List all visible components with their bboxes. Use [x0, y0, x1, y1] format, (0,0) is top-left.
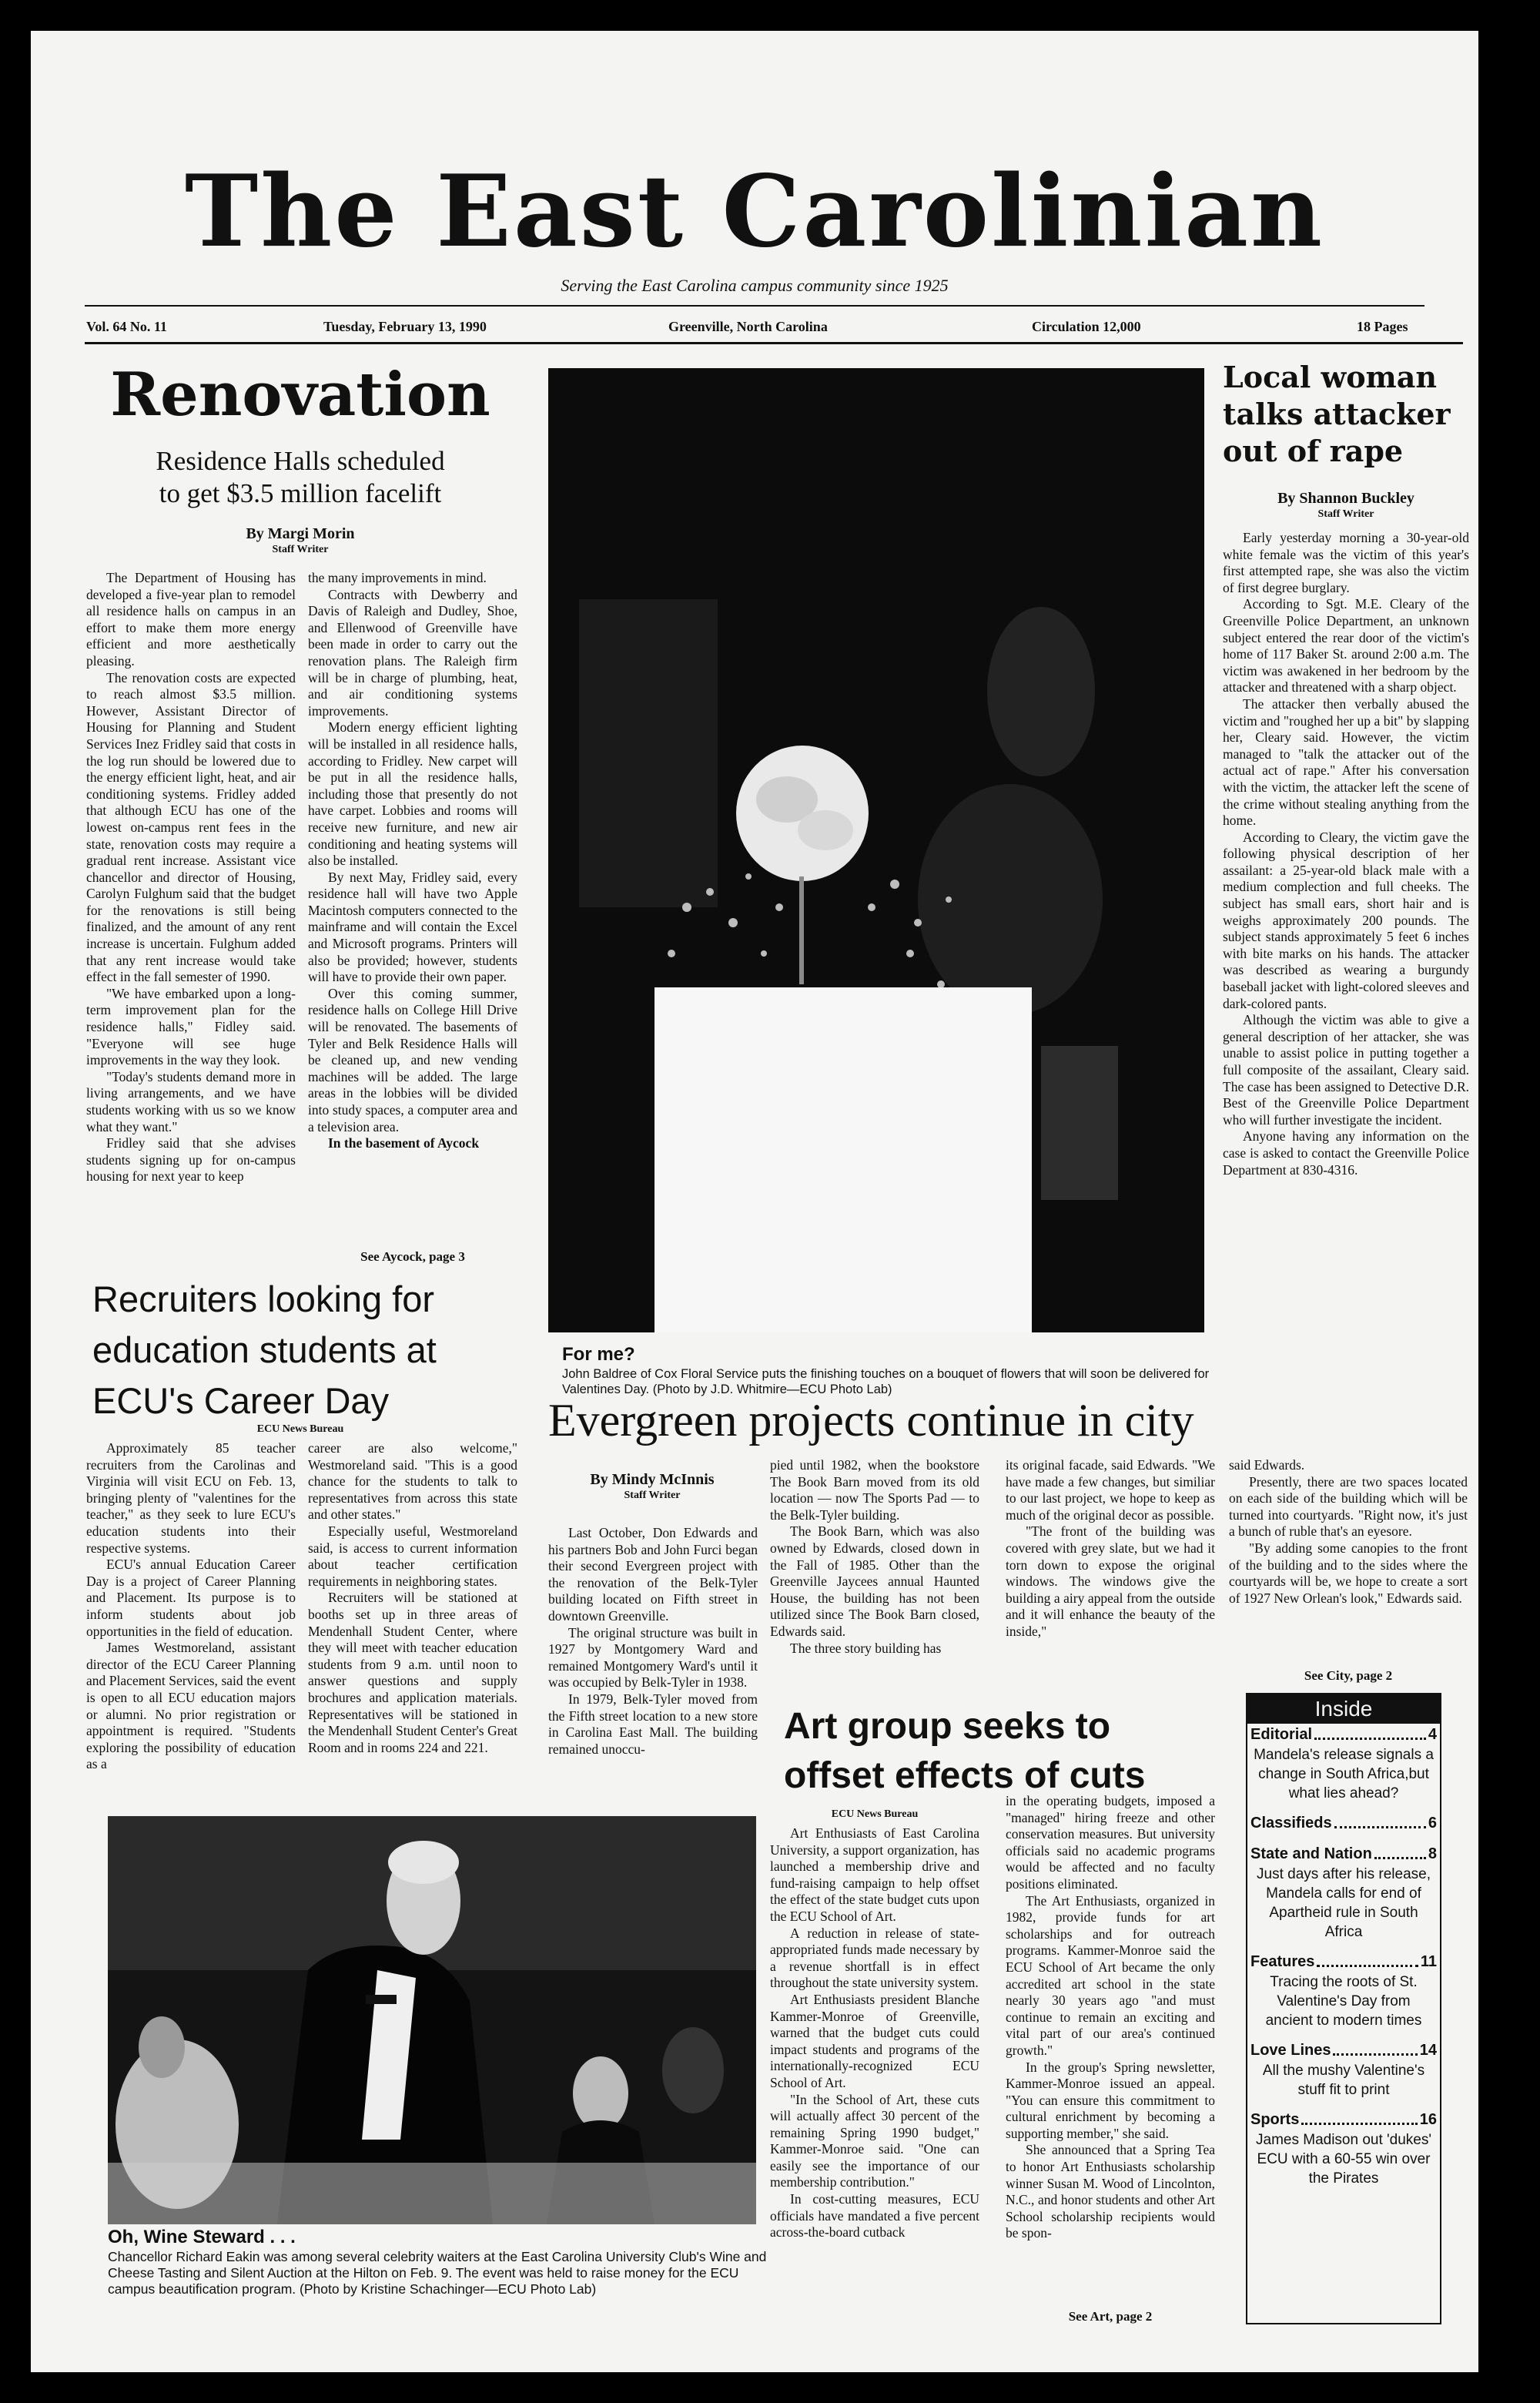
renovation-column-2 [308, 570, 517, 1248]
inside-section[interactable] [1247, 1724, 1440, 1812]
inside-section[interactable] [1247, 1843, 1440, 1951]
art-jump: See Art, page 2 [1068, 2309, 1153, 2324]
inside-section-page: 8 [1428, 1845, 1437, 1862]
paragraph: By next May, Fridley said, every residence hall will have two Apple Macintosh computers connected to the mainframe and will contain the Excel and Microsoft programs. Printers will also be provided; however, students will have to provide their own paper. [308, 869, 517, 985]
flowers-caption-text: John Baldree of Cox Floral Service puts the finishing touches on a bouquet of flowers that will soon be delivered for Valentines Day. (Photo by J.D. Whitmire—ECU Photo Lab) [562, 1367, 1210, 1396]
paragraph: She announced that a Spring Tea to honor Art Enthusiasts scholarship winner Susan M. Wood of Lincolnton, N.C., and honor students and other Art School scholarship recipients would be spon- [1006, 2142, 1215, 2241]
art-headline [784, 1702, 1246, 1801]
inside-section[interactable] [1247, 1812, 1440, 1843]
paragraph: "We have embarked upon a long-term improvement plan for the residence halls," Fidley said. "Everyone will see huge improvements in the way they look. [86, 985, 296, 1068]
inside-section-desc: James Madison out 'dukes' ECU with a 60-55 win over the Pirates [1256, 2132, 1431, 2187]
renovation-column-1 [86, 570, 296, 1277]
paragraph: According to Cleary, the victim gave the following physical description of her assailant: a 25-year-old black male with a medium complection and full cheeks. The subject has small ears, short hair and is weighs approximately 200 pounds. The subject stands approximately 5 feet 6 inches with bite marks on his hands. The attacker was described as wearing a burgundy baseball jacket with light-colored sleeves and dark-colored pants. [1223, 829, 1469, 1011]
paragraph: career are also welcome," Westmoreland said. "This is a good chance for the students to talk to representatives from across this state and other states." [308, 1440, 517, 1523]
paragraph: Over this coming summer, residence halls on College Hill Drive will be renovated. The basements of Tyler and Belk Residence Halls will be cleaned up, and new vending machines will be added. The large areas in the lobbies will be divided into study spaces, a computer area and a television area. [308, 985, 517, 1134]
renovation-headline: Renovation [110, 360, 490, 430]
folio-date: Tuesday, February 13, 1990 [323, 319, 487, 334]
paragraph: Art Enthusiasts president Blanche Kammer-Monroe of Greenville, warned that the budget cuts could impact students and programs of the internationally-recognized ECU School of Art. [770, 1991, 979, 2090]
paragraph: James Westmoreland, assistant director of the ECU Career Planning and Placement Services, said the event is open to all ECU education majors or alumni. No prior registration or appointment is required. "Students exploring the possibility of education as a [86, 1640, 296, 1772]
evergreen-column-3 [1006, 1457, 1215, 1704]
inside-section-name: Love Lines [1250, 2042, 1331, 2059]
inside-section-name: Editorial [1250, 1726, 1313, 1743]
attacker-byline-role: Staff Writer [1317, 508, 1374, 520]
paragraph: Modern energy efficient lighting will be installed in all residence halls, according to Fridley. New carpet will be put in all the residence halls, including those that presently do not have carpet. Lobbies and rooms will receive new furniture, and new air conditioning and heating systems will also be installed. [308, 719, 517, 869]
recruiters-byline: ECU News Bureau [256, 1423, 344, 1435]
renovation-jump: See Aycock, page 3 [360, 1249, 465, 1264]
paragraph: Approximately 85 teacher recruiters from the Carolinas and Virginia will visit ECU on Feb. 13, bringing plenty of "valentines for the teacher," as they seek to lure ECU's education students into their respective systems. [86, 1440, 296, 1556]
rule [85, 342, 1463, 344]
paragraph: According to Sgt. M.E. Cleary of the Greenville Police Department, an unknown subject entered the rear door of the victim's home of 117 Baker St. around 2:00 a.m. The victim was awakened in her bedroom by the attacker and threatened with a sharp object. [1223, 596, 1469, 695]
paragraph: said Edwards. [1229, 1457, 1305, 1473]
inside-section-name: Classifieds [1250, 1815, 1332, 1832]
paragraph: Last October, Don Edwards and his partners Bob and John Furci began their second Evergreen project with the renovation of the Belk-Tyler building located on Fifth street in downtown Greenville. [548, 1525, 758, 1624]
folio-pages: 18 Pages [1357, 319, 1408, 334]
inside-section-name: Sports [1250, 2111, 1300, 2128]
paragraph: Fridley said that she advises students signing up for on-campus housing for next year to keep [86, 1135, 296, 1185]
paragraph: "Today's students demand more in living arrangements, and we have students working with us so we know what they want." [86, 1068, 296, 1134]
paragraph: In 1979, Belk-Tyler moved from the Fifth street location to a new store in Carolina East Mall. The building remained unoccu- [548, 1691, 758, 1757]
paragraph: Early yesterday morning a 30-year-old white female was the victim of this year's first attempted rape, she was also the victim of first degree burglary. [1223, 530, 1469, 595]
paragraph: ECU's annual Education Career Day is a project of Career Planning and Placement. Its purpose is to inform students about job opportunities in the field of education. [86, 1557, 296, 1639]
paragraph: Recruiters will be stationed at booths set up in three areas of Mendenhall Student Center, where they will meet with teacher education students from 9 a.m. until noon to answer questions and supply brochures and application materials. Representatives will be stationed in the Mendenhall Student Center's Great Room and in rooms 224 and 221. [308, 1590, 517, 1755]
recruiters-column-2 [308, 1440, 517, 1810]
paragraph: "The front of the building was covered with grey slate, but we had it torn down to expose the original windows. The windows give the building a airy appeal from the outside and it will enhance the beauty of the inside," [1006, 1523, 1215, 1639]
wine-photo-image [108, 1816, 756, 2224]
inside-section[interactable] [1247, 2039, 1440, 2109]
recruiters-headline-line: ECU's Career Day [92, 1380, 390, 1421]
paragraph: The Book Barn, which was also owned by Edwards, closed down in the Fall of 1985. Other than the Greenville Jaycees annual Haunted House, the building has not been utilized since The Book Barn closed, Edwards said. [770, 1523, 979, 1639]
renovation-subhead-line: to get $3.5 million facelift [159, 478, 442, 508]
paragraph: Art Enthusiasts of East Carolina University, a support organization, has launched a membership drive and fund-raising campaign to help offset the effect of the state budget cuts upon the ECU School of Art. [770, 1825, 979, 1924]
inside-section-desc: All the mushy Valentine's stuff fit to print [1262, 2063, 1425, 2098]
attacker-byline: By Shannon Buckley [1277, 490, 1414, 507]
renovation-byline-role: Staff Writer [272, 544, 329, 555]
wine-caption-text: Chancellor Richard Eakin was among several celebrity waiters at the East Carolina University Club's Wine and Cheese Tasting and Silent Auction at the Hilton on Feb. 9. The event was held to raise money for the ECU campus beautification program. (Photo by Kristine Schachinger—ECU Photo Lab) [108, 2249, 767, 2297]
inside-section-page: 4 [1428, 1726, 1437, 1743]
flowers-caption-title: For me? [562, 1344, 635, 1365]
renovation-subhead-line: Residence Halls scheduled [156, 446, 445, 476]
art-byline: ECU News Bureau [831, 1808, 919, 1820]
paragraph: its original facade, said Edwards. "We have made a few changes, but similiar to our last project, we hope to keep as much of the original decor as possible. [1006, 1457, 1215, 1523]
folio-circulation: Circulation 12,000 [1032, 319, 1141, 334]
masthead-tagline: Serving the East Carolina campus community since 1925 [561, 276, 949, 295]
inside-section-page: 6 [1428, 1815, 1437, 1832]
inside-section-desc: Tracing the roots of St. Valentine's Day from ancient to modern times [1265, 1974, 1422, 2029]
wine-caption-title: Oh, Wine Steward . . . [108, 2227, 296, 2247]
rule [85, 305, 1424, 307]
inside-section-page: 16 [1419, 2111, 1437, 2128]
art-column-1 [770, 1825, 979, 2341]
flowers-photo-image [548, 368, 1204, 1332]
paragraph: In the basement of Aycock [328, 1135, 480, 1151]
evergreen-column-2 [770, 1457, 979, 1711]
evergreen-jump: See City, page 2 [1304, 1668, 1393, 1683]
renovation-subhead [85, 445, 516, 510]
paragraph: "By adding some canopies to the front of the building and to the sides where the courtyards will be, we hope to create a sort of 1927 New Orlean's look," Edwards said. [1229, 1540, 1468, 1606]
art-column-2 [1006, 1793, 1215, 2307]
evergreen-headline: Evergreen projects continue in city [548, 1395, 1194, 1446]
attacker-headline-line: Local woman [1223, 360, 1438, 394]
recruiters-headline-line: Recruiters looking for [92, 1279, 435, 1319]
inside-section-name: Features [1250, 1953, 1315, 1970]
wine-caption [108, 2226, 770, 2297]
attacker-headline-line: talks attacker [1223, 397, 1451, 431]
photo-flowers [548, 368, 1204, 1332]
evergreen-column-4 [1229, 1457, 1468, 1665]
flowers-caption [562, 1343, 1232, 1397]
paragraph: Anyone having any information on the case is asked to contact the Greenville Police Department at 830-4316. [1223, 1128, 1469, 1178]
inside-section[interactable] [1247, 1951, 1440, 2039]
evergreen-column-1 [548, 1525, 758, 1795]
paragraph: In the group's Spring newsletter, Kammer-Monroe issued an appeal. "You can ensure this commitment to cultural enrichment by becoming a supporting member," she said. [1006, 2059, 1215, 2141]
attacker-headline [1223, 359, 1469, 470]
paragraph: Presently, there are two spaces located on each side of the building which will be turned into courtyards. "Right now, it's just a bunch of ruble that's an eyesore. [1229, 1473, 1468, 1540]
paragraph: "In the School of Art, these cuts will actually affect 30 percent of the remaining Spring 1990 budget," Kammer-Monroe said. "One can easily see the importance of our membership contribution." [770, 2091, 979, 2190]
folio-volume: Vol. 64 No. 11 [86, 319, 167, 334]
paragraph: The attacker then verbally abused the victim and "roughed her up a bit" by slapping her, Cleary said. However, the victim managed to "talk the attacker out of the actual act of rape." After his conversation with the victim, the attacker left the scene of the crime without stealing anything from the home. [1223, 695, 1469, 829]
newspaper-page [31, 31, 1478, 2372]
inside-title: Inside [1247, 1694, 1440, 1724]
paragraph: The three story building has [790, 1640, 942, 1656]
paragraph: In cost-cutting measures, ECU officials have mandated a five percent across-the-board cutback [770, 2191, 979, 2240]
art-headline-line: Art group seeks to [784, 1706, 1111, 1747]
paragraph: The original structure was built in 1927 by Montgomery Ward and remained Montgomery Ward's until it was occupied by Belk-Tyler in 1938. [548, 1624, 758, 1691]
inside-section-desc: Mandela's release signals a change in South Africa,but what lies ahead? [1254, 1747, 1434, 1801]
photo-wine-steward [108, 1816, 756, 2224]
inside-index [1246, 1693, 1441, 2324]
paragraph: Especially useful, Westmoreland said, is access to current information about teacher certification requirements in neighboring states. [308, 1523, 517, 1589]
inside-section-page: 14 [1419, 2042, 1437, 2059]
evergreen-byline: By Mindy McInnis [590, 1471, 715, 1488]
paragraph: pied until 1982, when the bookstore The Book Barn moved from its old location — now The Sports Pad — to the Belk-Tyler building. [770, 1457, 979, 1523]
art-headline-line: offset effects of cuts [784, 1755, 1146, 1796]
paragraph: Although the victim was able to give a general description of her attacker, she was unable to assist police in putting together a full composite of the assailant, Cleary said. The case has been assigned to Detective D.R. Best of the Greenville Police Department who will further investigate the incident. [1223, 1012, 1469, 1128]
paragraph: The Art Enthusiasts, organized in 1982, provide funds for art scholarships and for outreach programs. Kammer-Monroe said the ECU School of Art became the only accredited art school in the state nearly 30 years ago "and must continue to remain an exciting and vital part of our area's continued growth." [1006, 1892, 1215, 2058]
masthead-title: The East Carolinian [184, 154, 1325, 270]
paragraph: Contracts with Dewberry and Davis of Raleigh and Dudley, Shoe, and Ellenwood of Greenville have been made in order to carry out the renovation plans. The Raleigh firm will be in charge of plumbing, heat, and air conditioning systems improvements. [308, 586, 517, 719]
paragraph: The Department of Housing has developed a five-year plan to remodel all residence halls on campus in an effort to make them more energy efficient and more aesthetically pleasing. [86, 570, 296, 669]
paragraph: in the operating budgets, imposed a "managed" hiring freeze and other conservation measures. But university officials said no academic programs would be affected and no faculty positions eliminated. [1006, 1793, 1215, 1892]
recruiters-column-1 [86, 1440, 296, 1810]
recruiters-headline-line: education students at [92, 1329, 437, 1370]
attacker-headline-line: out of rape [1223, 434, 1404, 468]
evergreen-byline-role: Staff Writer [624, 1490, 681, 1501]
paragraph: The renovation costs are expected to reach almost $3.5 million. However, Assistant Director of Housing for Planning and Student Services Inez Fridley said that costs in the log run should be lowered due to the energy efficient light, heat, and air conditioning systems. Fridley added that although ECU has one of the lowest on-campus rent fees in the state, renovation costs may require a gradual rent increase. Assistant vice chancellor and director of Housing, Carolyn Fulghum said that the budget for the renovations is still being finalized, and the amount of any rent increase is uncertain. Fulghum added that any rent increase would take effect in the fall semester of 1990. [86, 669, 296, 985]
folio-location: Greenville, North Carolina [668, 319, 828, 334]
renovation-byline: By Margi Morin [246, 525, 355, 542]
paragraph: A reduction in release of state-appropriated funds made necessary by a revenue shortfall is in effect throughout the state university system. [770, 1925, 979, 1991]
inside-section-page: 11 [1420, 1953, 1437, 1970]
attacker-column [1223, 530, 1469, 1399]
inside-section[interactable] [1247, 2109, 1440, 2197]
inside-section-desc: Just days after his release, Mandela calls for end of Apartheid rule in South Africa [1257, 1866, 1431, 1940]
inside-section-name: State and Nation [1250, 1845, 1372, 1862]
inside-section-desc [1247, 1834, 1440, 1843]
paragraph: the many improvements in mind. [308, 570, 487, 585]
recruiters-headline [92, 1274, 547, 1426]
